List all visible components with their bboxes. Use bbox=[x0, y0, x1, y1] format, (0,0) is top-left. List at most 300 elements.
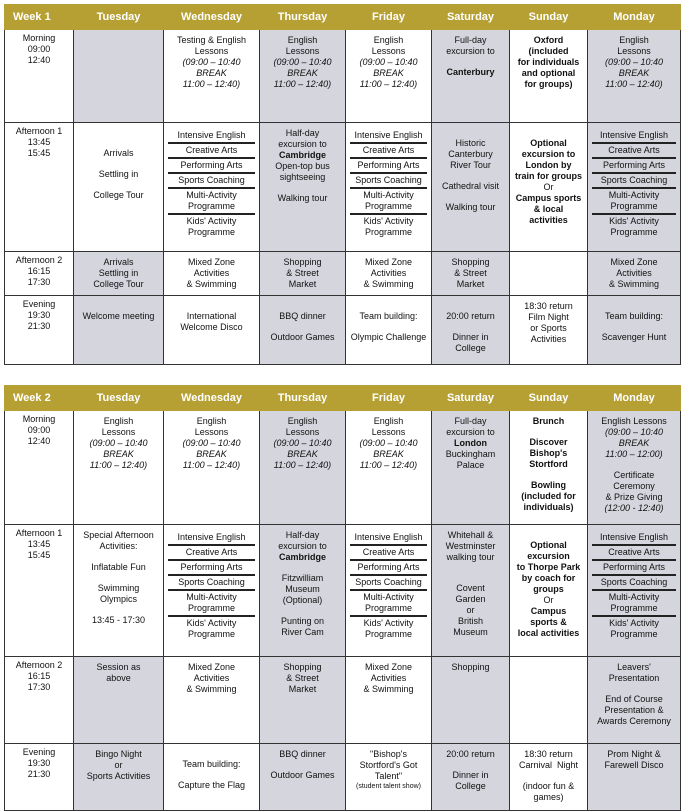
cell-text: Activities bbox=[370, 673, 407, 683]
cell-text: Lessons bbox=[285, 427, 320, 437]
cell-text: Whitehall & bbox=[447, 530, 494, 540]
cell-text: groups bbox=[533, 584, 564, 594]
time-slot bbox=[5, 525, 74, 657]
schedule-cell bbox=[432, 296, 510, 365]
cell-text: (Optional) bbox=[282, 595, 323, 605]
activity-item: Kids' Activity Programme bbox=[609, 618, 659, 639]
activity-item: Multi-Activity Programme bbox=[168, 189, 255, 215]
activity-item: Kids' Activity Programme bbox=[186, 618, 237, 639]
schedule-cell bbox=[510, 744, 588, 811]
schedule-cell bbox=[432, 657, 510, 744]
spacer bbox=[74, 552, 163, 562]
schedule-cell bbox=[164, 525, 260, 657]
time-text: 17:30 bbox=[27, 682, 51, 692]
cell-text: Fitzwilliam bbox=[281, 573, 324, 583]
cell-text: Lessons bbox=[194, 427, 229, 437]
cell-text: 20:00 return bbox=[446, 749, 495, 759]
schedule-cell bbox=[74, 525, 164, 657]
activity-item: Kids' Activity Programme bbox=[363, 618, 414, 639]
table-row bbox=[5, 30, 681, 123]
schedule-cell bbox=[588, 252, 681, 296]
cell-text: Full-day bbox=[454, 35, 487, 45]
cell-text: College bbox=[455, 781, 486, 791]
cell-text: Swimming bbox=[97, 583, 140, 593]
activity-list bbox=[350, 531, 427, 641]
cell-text: Leavers' bbox=[617, 662, 651, 672]
cell-text: Arrivals bbox=[103, 148, 134, 158]
time-text: 16:15 bbox=[27, 671, 51, 681]
cell-text: (09:00 – 10:40 bbox=[604, 427, 664, 437]
cell-text: Half-day bbox=[285, 530, 320, 540]
cell-text: & Swimming bbox=[186, 279, 237, 289]
cell-text: BREAK bbox=[196, 449, 227, 459]
spacer bbox=[260, 301, 345, 311]
activity-item: Intensive English bbox=[168, 129, 255, 144]
cell-text: or Sports bbox=[530, 323, 567, 333]
cell-text: activities bbox=[529, 215, 568, 225]
cell-text: Canterbury bbox=[448, 149, 493, 159]
cell-text: Activities: bbox=[99, 541, 138, 551]
schedule-cell bbox=[346, 411, 432, 525]
cell-text: BREAK bbox=[618, 438, 650, 448]
schedule-cell bbox=[260, 411, 346, 525]
activity-item: Multi-Activity Programme bbox=[592, 591, 676, 617]
cell-text: & Swimming bbox=[363, 279, 414, 289]
cell-text: Punting on bbox=[280, 616, 325, 626]
time-text: Afternoon 2 bbox=[15, 660, 63, 670]
cell-text: Lessons bbox=[371, 46, 406, 56]
time-text: 19:30 bbox=[27, 758, 51, 768]
cell-text: English bbox=[373, 35, 404, 45]
activity-list bbox=[592, 129, 676, 239]
spacer bbox=[510, 771, 587, 781]
day-header: Saturday bbox=[432, 386, 510, 411]
cell-text: & Street bbox=[286, 268, 319, 278]
cell-text: Open-top bus bbox=[275, 161, 330, 171]
cell-text: Shopping bbox=[451, 257, 490, 267]
cell-text: Activities bbox=[530, 334, 567, 344]
schedule-cell bbox=[346, 252, 432, 296]
spacer bbox=[164, 301, 259, 311]
cell-text: College Tour bbox=[93, 190, 144, 200]
cell-text: Activities bbox=[616, 268, 652, 278]
cell-text: Cathedral visit bbox=[441, 181, 500, 191]
schedule-cell bbox=[164, 657, 260, 744]
cell-text: excursion to bbox=[521, 149, 576, 159]
cell-text: Sports Activities bbox=[86, 771, 151, 781]
time-text: 12:40 bbox=[27, 436, 51, 446]
spacer bbox=[510, 427, 587, 437]
cell-text: 11:00 – 12:40) bbox=[273, 79, 332, 89]
cell-text: individuals) bbox=[523, 502, 574, 512]
cell-text: Market bbox=[288, 279, 317, 289]
cell-text: English bbox=[287, 35, 318, 45]
day-header: Friday bbox=[346, 386, 432, 411]
cell-text: Campus bbox=[530, 606, 567, 616]
cell-text: Awards Ceremony bbox=[597, 716, 671, 726]
cell-text: BREAK bbox=[618, 68, 650, 78]
cell-text: BREAK bbox=[373, 449, 404, 459]
cell-text: or bbox=[466, 605, 475, 615]
activity-item: Kids' Activity Programme bbox=[363, 216, 414, 237]
time-slot bbox=[5, 30, 74, 123]
activity-item: Sports Coaching bbox=[168, 174, 255, 189]
spacer bbox=[260, 322, 345, 332]
table-row bbox=[5, 657, 681, 744]
activity-item: Performing Arts bbox=[350, 159, 427, 174]
cell-text: Activities bbox=[370, 268, 407, 278]
cell-text: 11:00 – 12:00) bbox=[605, 449, 663, 459]
spacer bbox=[588, 460, 680, 470]
schedule-cell bbox=[164, 744, 260, 811]
cell-text: Bingo Night bbox=[95, 749, 142, 759]
activity-item: Creative Arts bbox=[592, 144, 676, 159]
cell-text: Mixed Zone bbox=[610, 257, 658, 267]
cell-text: English bbox=[103, 416, 134, 426]
cell-text: Cambridge bbox=[278, 552, 326, 562]
schedule-cell bbox=[164, 296, 260, 365]
cell-text: (indoor fun & bbox=[522, 781, 575, 791]
cell-text: "Bishop's bbox=[370, 749, 407, 759]
schedule-cell bbox=[74, 744, 164, 811]
cell-text: Market bbox=[288, 684, 317, 694]
cell-text: Testing & English bbox=[176, 35, 247, 45]
cell-text: Lessons bbox=[617, 46, 651, 56]
cell-text: Mixed Zone bbox=[187, 662, 236, 672]
spacer bbox=[164, 749, 259, 759]
cell-text: 13:45 - 17:30 bbox=[91, 615, 146, 625]
activity-item: Creative Arts bbox=[592, 546, 676, 561]
activity-item: Creative Arts bbox=[350, 144, 427, 159]
cell-text: English bbox=[287, 416, 318, 426]
week-2-timetable bbox=[4, 385, 681, 811]
activity-item: Performing Arts bbox=[350, 561, 427, 576]
schedule-cell bbox=[510, 252, 588, 296]
cell-text: for individuals bbox=[517, 57, 580, 67]
schedule-cell bbox=[74, 296, 164, 365]
cell-text: Shopping bbox=[283, 662, 322, 672]
spacer bbox=[164, 770, 259, 780]
cell-text: Dinner in bbox=[452, 332, 489, 342]
time-text: Afternoon 2 bbox=[15, 255, 63, 265]
cell-text: (09:00 – 10:40 bbox=[273, 438, 332, 448]
cell-text: for groups) bbox=[524, 79, 573, 89]
schedule-cell bbox=[346, 525, 432, 657]
schedule-cell bbox=[432, 744, 510, 811]
schedule-cell bbox=[432, 123, 510, 252]
spacer bbox=[588, 301, 680, 311]
cell-text: Outdoor Games bbox=[270, 770, 335, 780]
spacer bbox=[74, 128, 163, 138]
cell-text: BBQ dinner bbox=[279, 311, 326, 321]
cell-text: BBQ dinner bbox=[279, 749, 326, 759]
spacer bbox=[346, 301, 431, 311]
cell-text: Olympics bbox=[99, 594, 137, 604]
cell-text: Covent bbox=[456, 583, 485, 593]
cell-text: excursion to bbox=[446, 46, 495, 56]
time-text: Morning bbox=[22, 414, 56, 424]
time-text: Evening bbox=[22, 299, 56, 309]
cell-text: excursion to bbox=[278, 139, 327, 149]
cell-text: Settling in bbox=[98, 169, 139, 179]
time-text: Evening bbox=[22, 747, 56, 757]
cell-text: Farewell Disco bbox=[604, 760, 664, 770]
day-header: Sunday bbox=[510, 386, 588, 411]
schedule-cell bbox=[432, 252, 510, 296]
schedule-cell bbox=[260, 657, 346, 744]
cell-text: train for groups bbox=[515, 171, 582, 181]
schedule-cell bbox=[74, 123, 164, 252]
cell-text: walking tour bbox=[446, 552, 495, 562]
cell-text: 18:30 return bbox=[524, 301, 573, 311]
cell-text: (included bbox=[528, 46, 569, 56]
cell-text: Museum bbox=[285, 584, 320, 594]
time-text: 16:15 bbox=[27, 266, 51, 276]
spacer bbox=[432, 760, 509, 770]
cell-text: Lessons bbox=[194, 46, 229, 56]
schedule-cell bbox=[510, 525, 588, 657]
time-text: 21:30 bbox=[27, 769, 51, 779]
cell-text: local activities bbox=[517, 628, 580, 638]
activity-item: Kids' Activity Programme bbox=[609, 216, 659, 237]
schedule-cell bbox=[74, 252, 164, 296]
cell-text: above bbox=[106, 673, 131, 683]
spacer bbox=[74, 573, 163, 583]
cell-text: (09:00 – 10:40 bbox=[273, 57, 332, 67]
table-row bbox=[5, 744, 681, 811]
time-text: 21:30 bbox=[27, 321, 51, 331]
cell-text: Historic bbox=[455, 138, 486, 148]
activity-list bbox=[592, 531, 676, 641]
schedule-cell bbox=[346, 296, 432, 365]
time-text: 13:45 bbox=[27, 539, 51, 549]
schedule-cell bbox=[432, 411, 510, 525]
activity-item: Multi-Activity Programme bbox=[350, 591, 427, 617]
day-header: Tuesday bbox=[74, 5, 164, 30]
cell-text: International bbox=[186, 311, 237, 321]
cell-text: 11:00 – 12:40) bbox=[605, 79, 663, 89]
cell-text: 11:00 – 12:40) bbox=[182, 79, 241, 89]
time-text: 13:45 bbox=[27, 137, 51, 147]
cell-text: Half-day bbox=[285, 128, 320, 138]
cell-text: Stortford's Got bbox=[359, 760, 418, 770]
cell-text: & Swimming bbox=[608, 279, 659, 289]
schedule-cell bbox=[588, 123, 681, 252]
spacer bbox=[74, 605, 163, 615]
cell-text: sightseeing bbox=[279, 172, 326, 182]
cell-text: Team building: bbox=[604, 311, 664, 321]
cell-text: Carnival Night bbox=[518, 760, 579, 770]
cell-text: Film Night bbox=[528, 312, 569, 322]
day-header: Friday bbox=[346, 5, 432, 30]
time-text: 15:45 bbox=[27, 550, 51, 560]
time-text: Afternoon 1 bbox=[15, 126, 63, 136]
schedule-cell bbox=[164, 252, 260, 296]
cell-text: English Lessons bbox=[601, 416, 667, 426]
schedule-cell bbox=[260, 296, 346, 365]
activity-item: Creative Arts bbox=[350, 546, 427, 561]
cell-text: Bowling bbox=[531, 480, 566, 490]
spacer bbox=[432, 192, 509, 202]
cell-text: BREAK bbox=[103, 449, 134, 459]
spacer bbox=[432, 322, 509, 332]
cell-text: Canterbury bbox=[446, 67, 495, 77]
schedule-cell bbox=[510, 123, 588, 252]
spacer bbox=[510, 128, 587, 138]
time-slot bbox=[5, 657, 74, 744]
spacer bbox=[432, 171, 509, 181]
spacer bbox=[588, 322, 680, 332]
cell-text: BREAK bbox=[287, 449, 318, 459]
cell-text: Lessons bbox=[101, 427, 136, 437]
cell-text: Museum bbox=[453, 627, 488, 637]
cell-text: Session as bbox=[96, 662, 141, 672]
schedule-cell bbox=[260, 123, 346, 252]
table-row bbox=[5, 252, 681, 296]
schedule-cell bbox=[510, 30, 588, 123]
cell-text: to Thorpe Park bbox=[516, 562, 581, 572]
cell-text: Cambridge bbox=[278, 150, 326, 160]
activity-item: Sports Coaching bbox=[592, 174, 676, 189]
cell-text: Activities bbox=[193, 673, 230, 683]
cell-text: Buckingham bbox=[445, 449, 496, 459]
activity-item: Sports Coaching bbox=[350, 174, 427, 189]
cell-text: Dinner in bbox=[452, 770, 489, 780]
cell-text: 11:00 – 12:40) bbox=[89, 460, 148, 470]
cell-text: & Street bbox=[286, 673, 319, 683]
cell-text: Bishop's bbox=[529, 448, 568, 458]
time-text: Afternoon 1 bbox=[15, 528, 63, 538]
spacer bbox=[510, 530, 587, 540]
cell-text: Special Afternoon bbox=[83, 530, 154, 540]
cell-text: River Tour bbox=[450, 160, 491, 170]
cell-text: (09:00 – 10:40 bbox=[182, 438, 241, 448]
spacer bbox=[432, 57, 509, 67]
cell-text: Ceremony bbox=[613, 481, 655, 491]
schedule-cell bbox=[260, 252, 346, 296]
cell-text: (09:00 – 10:40 bbox=[182, 57, 241, 67]
cell-text: Prom Night & bbox=[607, 749, 661, 759]
cell-text: River Cam bbox=[281, 627, 324, 637]
spacer bbox=[588, 684, 680, 694]
cell-text: Presentation bbox=[608, 673, 660, 683]
cell-text: College Tour bbox=[93, 279, 144, 289]
spacer bbox=[432, 301, 509, 311]
activity-item: Intensive English bbox=[592, 531, 676, 546]
spacer bbox=[74, 138, 163, 148]
cell-text: Outdoor Games bbox=[270, 332, 335, 342]
cell-text: English bbox=[373, 416, 404, 426]
cell-text: Oxford bbox=[533, 35, 564, 45]
activity-list bbox=[168, 129, 255, 239]
table-row bbox=[5, 123, 681, 252]
time-text: 09:00 bbox=[27, 425, 51, 435]
spacer bbox=[74, 301, 163, 311]
schedule-cell bbox=[74, 30, 164, 123]
schedule-cell bbox=[260, 744, 346, 811]
spacer bbox=[260, 760, 345, 770]
activity-item: Sports Coaching bbox=[350, 576, 427, 591]
time-slot bbox=[5, 411, 74, 525]
cell-text: & Prize Giving bbox=[605, 492, 663, 502]
cell-text: Mixed Zone bbox=[364, 662, 413, 672]
activity-item: Kids' Activity Programme bbox=[186, 216, 237, 237]
cell-text: 11:00 – 12:40) bbox=[359, 460, 418, 470]
cell-text: and optional bbox=[521, 68, 576, 78]
schedule-cell bbox=[74, 411, 164, 525]
schedule-cell bbox=[510, 657, 588, 744]
cell-text: Palace bbox=[456, 460, 485, 470]
time-text: 19:30 bbox=[27, 310, 51, 320]
cell-text: London by bbox=[525, 160, 572, 170]
activity-item: Intensive English bbox=[168, 531, 255, 546]
time-text: 17:30 bbox=[27, 277, 51, 287]
spacer bbox=[260, 183, 345, 193]
cell-text: Certificate bbox=[613, 470, 655, 480]
day-header: Tuesday bbox=[74, 386, 164, 411]
schedule-cell bbox=[346, 657, 432, 744]
cell-text: 11:00 – 12:40) bbox=[182, 460, 241, 470]
day-header: Monday bbox=[588, 386, 681, 411]
schedule-cell bbox=[510, 411, 588, 525]
time-text: 15:45 bbox=[27, 148, 51, 158]
activity-list bbox=[350, 129, 427, 239]
schedule-cell bbox=[588, 411, 681, 525]
cell-text: (included for bbox=[521, 491, 576, 501]
time-text: 12:40 bbox=[27, 55, 51, 65]
cell-text: (09:00 – 10:40 bbox=[359, 57, 418, 67]
cell-text: Welcome Disco bbox=[180, 322, 243, 332]
week-label: Week 2 bbox=[5, 386, 74, 411]
cell-text: Arrivals bbox=[103, 257, 134, 267]
cell-text: & Swimming bbox=[363, 684, 414, 694]
cell-text: sports & bbox=[530, 617, 567, 627]
cell-text: Brunch bbox=[532, 416, 565, 426]
cell-text: Optional bbox=[530, 540, 567, 550]
cell-text: 11:00 – 12:40) bbox=[359, 79, 418, 89]
activity-item: Intensive English bbox=[350, 531, 427, 546]
cell-text: Garden bbox=[455, 594, 486, 604]
cell-text: Scavenger Hunt bbox=[601, 332, 667, 342]
cell-text: Lessons bbox=[285, 46, 320, 56]
cell-text: Settling in bbox=[98, 268, 139, 278]
schedule-cell bbox=[260, 525, 346, 657]
spacer bbox=[260, 606, 345, 616]
cell-text: excursion to bbox=[278, 541, 327, 551]
cell-text: Welcome meeting bbox=[82, 311, 155, 321]
cell-text: excursion to bbox=[446, 427, 495, 437]
cell-text: British bbox=[457, 616, 483, 626]
schedule-cell bbox=[164, 123, 260, 252]
cell-text: Walking tour bbox=[277, 193, 328, 203]
schedule-cell bbox=[346, 123, 432, 252]
cell-text: Capture the Flag bbox=[177, 780, 246, 790]
cell-text: 20:00 return bbox=[446, 311, 495, 321]
cell-text: (09:00 – 10:40 bbox=[359, 438, 418, 448]
time-slot bbox=[5, 744, 74, 811]
cell-text: Optional bbox=[530, 138, 567, 148]
activity-item: Performing Arts bbox=[168, 159, 255, 174]
cell-text: by coach for bbox=[521, 573, 576, 583]
activity-item: Performing Arts bbox=[592, 159, 676, 174]
spacer bbox=[432, 573, 509, 583]
table-row bbox=[5, 296, 681, 365]
cell-text: & Swimming bbox=[186, 684, 237, 694]
activity-item: Intensive English bbox=[350, 129, 427, 144]
spacer bbox=[346, 322, 431, 332]
cell-text: Activities bbox=[193, 268, 230, 278]
cell-text: Mixed Zone bbox=[364, 257, 413, 267]
